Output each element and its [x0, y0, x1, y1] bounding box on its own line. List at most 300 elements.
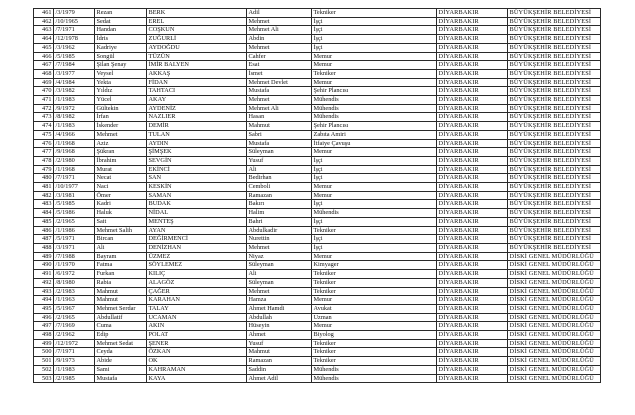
row-number-cell: 486	[34, 226, 54, 235]
first-name-cell: Mehmet Salih	[95, 226, 147, 235]
last-name-cell: KARAHAN	[147, 296, 247, 305]
institution-cell: BÜYÜKŞEHİR BELEDİYESİ	[508, 43, 601, 52]
first-name-cell: Kadriye	[95, 43, 147, 52]
birth-date-cell: /2/1985	[54, 374, 95, 383]
personnel-table	[33, 8, 601, 383]
first-name-cell: Mustafa	[95, 374, 147, 383]
job-title-cell: Kimyager	[312, 261, 437, 270]
city-cell: DİYARBAKIR	[437, 165, 508, 174]
job-title-cell: Memur	[312, 148, 437, 157]
city-cell: DİYARBAKIR	[437, 139, 508, 148]
last-name-cell: ÜZMEZ	[147, 252, 247, 261]
last-name-cell: ÇAĞER	[147, 287, 247, 296]
institution-cell: BÜYÜKŞEHİR BELEDİYESİ	[508, 200, 601, 209]
institution-cell: BÜYÜKŞEHİR BELEDİYESİ	[508, 52, 601, 61]
row-number-cell: 498	[34, 331, 54, 340]
birth-date-cell: /6/1972	[54, 270, 95, 279]
birth-date-cell: /7/1971	[54, 174, 95, 183]
table-row	[34, 156, 601, 165]
father-name-cell: Hasan	[247, 113, 312, 122]
job-title-cell: Mühendis	[312, 374, 437, 383]
institution-cell: BÜYÜKŞEHİR BELEDİYESİ	[508, 78, 601, 87]
last-name-cell: OK	[147, 357, 247, 366]
job-title-cell: Şehir Plancısı	[312, 122, 437, 131]
first-name-cell: Sait	[95, 217, 147, 226]
institution-cell: BÜYÜKŞEHİR BELEDİYESİ	[508, 87, 601, 96]
birth-date-cell: /1/1983	[54, 122, 95, 131]
job-title-cell: Tekniker	[312, 9, 437, 18]
first-name-cell: Edip	[95, 331, 147, 340]
first-name-cell: Abdullatif	[95, 313, 147, 322]
father-name-cell: Halim	[247, 209, 312, 218]
city-cell: DİYARBAKIR	[437, 183, 508, 192]
table-row	[34, 304, 601, 313]
birth-date-cell: /1/1983	[54, 96, 95, 105]
city-cell: DİYARBAKIR	[437, 200, 508, 209]
table-row	[34, 165, 601, 174]
job-title-cell: Biyolog	[312, 331, 437, 340]
first-name-cell: Songül	[95, 52, 147, 61]
row-number-cell: 495	[34, 304, 54, 313]
city-cell: DİYARBAKIR	[437, 174, 508, 183]
father-name-cell: Mehmet Ali	[247, 104, 312, 113]
table-row	[34, 191, 601, 200]
institution-cell: BÜYÜKŞEHİR BELEDİYESİ	[508, 156, 601, 165]
institution-cell: DİSKİ GENEL MÜDÜRLÜĞÜ	[508, 252, 601, 261]
institution-cell: BÜYÜKŞEHİR BELEDİYESİ	[508, 96, 601, 105]
table-row	[34, 278, 601, 287]
last-name-cell: NİDAL	[147, 209, 247, 218]
last-name-cell: EKİNCİ	[147, 165, 247, 174]
first-name-cell: Sami	[95, 365, 147, 374]
institution-cell: BÜYÜKŞEHİR BELEDİYESİ	[508, 130, 601, 139]
father-name-cell: Mehmet	[247, 17, 312, 26]
city-cell: DİYARBAKIR	[437, 191, 508, 200]
father-name-cell: Mustafa	[247, 87, 312, 96]
city-cell: DİYARBAKIR	[437, 61, 508, 70]
last-name-cell: AYDENİZ	[147, 104, 247, 113]
institution-cell: DİSKİ GENEL MÜDÜRLÜĞÜ	[508, 374, 601, 383]
job-title-cell: İşçi	[312, 26, 437, 35]
first-name-cell: Rabia	[95, 278, 147, 287]
institution-cell: BÜYÜKŞEHİR BELEDİYESİ	[508, 139, 601, 148]
institution-cell: BÜYÜKŞEHİR BELEDİYESİ	[508, 9, 601, 18]
row-number-cell: 479	[34, 165, 54, 174]
institution-cell: BÜYÜKŞEHİR BELEDİYESİ	[508, 17, 601, 26]
job-title-cell: İşçi	[312, 200, 437, 209]
birth-date-cell: /2/1965	[54, 217, 95, 226]
birth-date-cell: /10/1965	[54, 17, 95, 26]
father-name-cell: Abdullah	[247, 313, 312, 322]
first-name-cell: Aziz	[95, 139, 147, 148]
last-name-cell: DEĞİRMENCİ	[147, 235, 247, 244]
city-cell: DİYARBAKIR	[437, 35, 508, 44]
first-name-cell: Veysel	[95, 69, 147, 78]
first-name-cell: İskender	[95, 122, 147, 131]
birth-date-cell: /1/1968	[54, 165, 95, 174]
last-name-cell: KAHRAMAN	[147, 365, 247, 374]
birth-date-cell: /1/1968	[54, 139, 95, 148]
job-title-cell: Mühendis	[312, 209, 437, 218]
first-name-cell: Gültekin	[95, 104, 147, 113]
job-title-cell: Memur	[312, 191, 437, 200]
row-number-cell: 490	[34, 261, 54, 270]
father-name-cell: Nurettin	[247, 235, 312, 244]
job-title-cell: Memur	[312, 183, 437, 192]
city-cell: DİYARBAKIR	[437, 365, 508, 374]
table-body	[34, 9, 601, 383]
father-name-cell: Cemboli	[247, 183, 312, 192]
job-title-cell: Tekniker	[312, 348, 437, 357]
table-row	[34, 43, 601, 52]
table-row	[34, 183, 601, 192]
table-row	[34, 139, 601, 148]
row-number-cell: 462	[34, 17, 54, 26]
row-number-cell: 477	[34, 148, 54, 157]
father-name-cell: Mahmut	[247, 348, 312, 357]
birth-date-cell: /1/1983	[54, 365, 95, 374]
city-cell: DİYARBAKIR	[437, 217, 508, 226]
last-name-cell: COŞKUN	[147, 26, 247, 35]
father-name-cell: Abdulkadir	[247, 226, 312, 235]
job-title-cell: Tekniker	[312, 357, 437, 366]
institution-cell: BÜYÜKŞEHİR BELEDİYESİ	[508, 217, 601, 226]
table-row	[34, 339, 601, 348]
last-name-cell: SEVGİN	[147, 156, 247, 165]
table-row	[34, 35, 601, 44]
job-title-cell: Memur	[312, 252, 437, 261]
last-name-cell: KESKİN	[147, 183, 247, 192]
birth-date-cell: /3/1979	[54, 9, 95, 18]
job-title-cell: Tekniker	[312, 287, 437, 296]
birth-date-cell: /5/1967	[54, 304, 95, 313]
table-row	[34, 235, 601, 244]
birth-date-cell: /7/1984	[54, 61, 95, 70]
row-number-cell: 501	[34, 357, 54, 366]
first-name-cell: Handan	[95, 26, 147, 35]
last-name-cell: KILIÇ	[147, 270, 247, 279]
institution-cell: BÜYÜKŞEHİR BELEDİYESİ	[508, 191, 601, 200]
last-name-cell: KAYA	[147, 374, 247, 383]
father-name-cell: Süleyman	[247, 148, 312, 157]
city-cell: DİYARBAKIR	[437, 235, 508, 244]
job-title-cell: İşçi	[312, 217, 437, 226]
last-name-cell: AKIN	[147, 322, 247, 331]
row-number-cell: 496	[34, 313, 54, 322]
institution-cell: DİSKİ GENEL MÜDÜRLÜĞÜ	[508, 348, 601, 357]
last-name-cell: AYDIN	[147, 139, 247, 148]
job-title-cell: Mühendis	[312, 104, 437, 113]
last-name-cell: DEMİR	[147, 122, 247, 131]
last-name-cell: EREL	[147, 17, 247, 26]
father-name-cell: Süleyman	[247, 261, 312, 270]
job-title-cell: İtfaiye Çavuşu	[312, 139, 437, 148]
first-name-cell: Necat	[95, 174, 147, 183]
last-name-cell: AKAY	[147, 96, 247, 105]
first-name-cell: Abide	[95, 357, 147, 366]
last-name-cell: DENİZHAN	[147, 243, 247, 252]
institution-cell: DİSKİ GENEL MÜDÜRLÜĞÜ	[508, 313, 601, 322]
table-row	[34, 148, 601, 157]
table-row	[34, 348, 601, 357]
birth-date-cell: /3/1962	[54, 43, 95, 52]
last-name-cell: ALAGÖZ	[147, 278, 247, 287]
job-title-cell: Avukat	[312, 304, 437, 313]
birth-date-cell: /5/1985	[54, 52, 95, 61]
institution-cell: DİSKİ GENEL MÜDÜRLÜĞÜ	[508, 365, 601, 374]
father-name-cell: Abdin	[247, 35, 312, 44]
job-title-cell: İşçi	[312, 235, 437, 244]
row-number-cell: 471	[34, 96, 54, 105]
first-name-cell: Cuma	[95, 322, 147, 331]
father-name-cell: Cahfer	[247, 52, 312, 61]
row-number-cell: 481	[34, 183, 54, 192]
father-name-cell: Mehmet Devlet	[247, 78, 312, 87]
row-number-cell: 474	[34, 122, 54, 131]
institution-cell: DİSKİ GENEL MÜDÜRLÜĞÜ	[508, 270, 601, 279]
job-title-cell: Mühendis	[312, 96, 437, 105]
row-number-cell: 470	[34, 87, 54, 96]
city-cell: DİYARBAKIR	[437, 243, 508, 252]
table-row	[34, 69, 601, 78]
job-title-cell: Memur	[312, 78, 437, 87]
father-name-cell: Mehmet	[247, 96, 312, 105]
birth-date-cell: /2/1980	[54, 156, 95, 165]
institution-cell: DİSKİ GENEL MÜDÜRLÜĞÜ	[508, 287, 601, 296]
last-name-cell: UCAMAN	[147, 313, 247, 322]
row-number-cell: 475	[34, 130, 54, 139]
city-cell: DİYARBAKIR	[437, 96, 508, 105]
city-cell: DİYARBAKIR	[437, 226, 508, 235]
father-name-cell: Esat	[247, 61, 312, 70]
row-number-cell: 467	[34, 61, 54, 70]
row-number-cell: 493	[34, 287, 54, 296]
job-title-cell: İşçi	[312, 165, 437, 174]
birth-date-cell: /7/1988	[54, 252, 95, 261]
father-name-cell: Ramazan	[247, 191, 312, 200]
birth-date-cell: /2/1965	[54, 313, 95, 322]
table-row	[34, 374, 601, 383]
table-row	[34, 217, 601, 226]
father-name-cell: Ali	[247, 165, 312, 174]
row-number-cell: 503	[34, 374, 54, 383]
last-name-cell: FİDAN	[147, 78, 247, 87]
birth-date-cell: /4/1984	[54, 78, 95, 87]
first-name-cell: Mahmut	[95, 287, 147, 296]
first-name-cell: İdris	[95, 35, 147, 44]
birth-date-cell: /4/1966	[54, 130, 95, 139]
first-name-cell: Sedat	[95, 17, 147, 26]
job-title-cell: Tekniker	[312, 278, 437, 287]
table-row	[34, 357, 601, 366]
birth-date-cell: /1/1963	[54, 296, 95, 305]
job-title-cell: Uzman	[312, 313, 437, 322]
row-number-cell: 476	[34, 139, 54, 148]
father-name-cell: Mehmet Ali	[247, 26, 312, 35]
row-number-cell: 497	[34, 322, 54, 331]
row-number-cell: 482	[34, 191, 54, 200]
father-name-cell: Bakırı	[247, 200, 312, 209]
birth-date-cell: /7/1971	[54, 26, 95, 35]
city-cell: DİYARBAKIR	[437, 287, 508, 296]
row-number-cell: 488	[34, 243, 54, 252]
birth-date-cell: /1/1986	[54, 226, 95, 235]
row-number-cell: 500	[34, 348, 54, 357]
last-name-cell: TÜZÜN	[147, 52, 247, 61]
job-title-cell: Memur	[312, 52, 437, 61]
birth-date-cell: /3/1971	[54, 243, 95, 252]
first-name-cell: Fatma	[95, 261, 147, 270]
city-cell: DİYARBAKIR	[437, 156, 508, 165]
first-name-cell: Yıldız	[95, 87, 147, 96]
first-name-cell: Haluk	[95, 209, 147, 218]
institution-cell: BÜYÜKŞEHİR BELEDİYESİ	[508, 226, 601, 235]
job-title-cell: Memur	[312, 296, 437, 305]
institution-cell: DİSKİ GENEL MÜDÜRLÜĞÜ	[508, 331, 601, 340]
birth-date-cell: /12/1972	[54, 339, 95, 348]
job-title-cell: Mühendis	[312, 113, 437, 122]
city-cell: DİYARBAKIR	[437, 252, 508, 261]
birth-date-cell: /9/1973	[54, 357, 95, 366]
city-cell: DİYARBAKIR	[437, 270, 508, 279]
city-cell: DİYARBAKIR	[437, 348, 508, 357]
father-name-cell: Ahmet	[247, 331, 312, 340]
table-row	[34, 261, 601, 270]
institution-cell: BÜYÜKŞEHİR BELEDİYESİ	[508, 243, 601, 252]
table-row	[34, 331, 601, 340]
first-name-cell: İrfan	[95, 113, 147, 122]
city-cell: DİYARBAKIR	[437, 313, 508, 322]
last-name-cell: İMİR BALYEN	[147, 61, 247, 70]
birth-date-cell: /2/1962	[54, 331, 95, 340]
father-name-cell: Sabri	[247, 130, 312, 139]
table-row	[34, 9, 601, 18]
job-title-cell: İşçi	[312, 174, 437, 183]
first-name-cell: Murat	[95, 165, 147, 174]
father-name-cell: İsmet	[247, 69, 312, 78]
table-row	[34, 252, 601, 261]
city-cell: DİYARBAKIR	[437, 69, 508, 78]
father-name-cell: Yusuf	[247, 156, 312, 165]
table-row	[34, 113, 601, 122]
job-title-cell: Tekniker	[312, 270, 437, 279]
last-name-cell: ÖZKAN	[147, 348, 247, 357]
job-title-cell: İşçi	[312, 243, 437, 252]
city-cell: DİYARBAKIR	[437, 322, 508, 331]
job-title-cell: Tekniker	[312, 69, 437, 78]
last-name-cell: TALAY	[147, 304, 247, 313]
row-number-cell: 464	[34, 35, 54, 44]
father-name-cell: Hamza	[247, 296, 312, 305]
institution-cell: DİSKİ GENEL MÜDÜRLÜĞÜ	[508, 322, 601, 331]
table-row	[34, 130, 601, 139]
birth-date-cell: /12/1978	[54, 35, 95, 44]
city-cell: DİYARBAKIR	[437, 130, 508, 139]
last-name-cell: ZUĞURLİ	[147, 35, 247, 44]
first-name-cell: Mehmet Serdar	[95, 304, 147, 313]
table-row	[34, 52, 601, 61]
first-name-cell: Rezan	[95, 9, 147, 18]
city-cell: DİYARBAKIR	[437, 17, 508, 26]
first-name-cell: Kadri	[95, 200, 147, 209]
birth-date-cell: /7/1969	[54, 322, 95, 331]
row-number-cell: 483	[34, 200, 54, 209]
father-name-cell: Mehmet	[247, 43, 312, 52]
father-name-cell: Bahri	[247, 217, 312, 226]
table-row	[34, 322, 601, 331]
institution-cell: DİSKİ GENEL MÜDÜRLÜĞÜ	[508, 261, 601, 270]
row-number-cell: 487	[34, 235, 54, 244]
city-cell: DİYARBAKIR	[437, 9, 508, 18]
birth-date-cell: /5/1985	[54, 200, 95, 209]
city-cell: DİYARBAKIR	[437, 209, 508, 218]
institution-cell: BÜYÜKŞEHİR BELEDİYESİ	[508, 104, 601, 113]
first-name-cell: Şükran	[95, 148, 147, 157]
institution-cell: BÜYÜKŞEHİR BELEDİYESİ	[508, 183, 601, 192]
row-number-cell: 473	[34, 113, 54, 122]
job-title-cell: İşçi	[312, 17, 437, 26]
institution-cell: DİSKİ GENEL MÜDÜRLÜĞÜ	[508, 357, 601, 366]
last-name-cell: SAMAN	[147, 191, 247, 200]
table-row	[34, 243, 601, 252]
last-name-cell: AYAN	[147, 226, 247, 235]
institution-cell: BÜYÜKŞEHİR BELEDİYESİ	[508, 26, 601, 35]
institution-cell: BÜYÜKŞEHİR BELEDİYESİ	[508, 174, 601, 183]
row-number-cell: 463	[34, 26, 54, 35]
father-name-cell: Ali	[247, 270, 312, 279]
father-name-cell: Adil	[247, 9, 312, 18]
city-cell: DİYARBAKIR	[437, 331, 508, 340]
table-row	[34, 104, 601, 113]
city-cell: DİYARBAKIR	[437, 304, 508, 313]
last-name-cell: MENTEŞ	[147, 217, 247, 226]
city-cell: DİYARBAKIR	[437, 26, 508, 35]
institution-cell: BÜYÜKŞEHİR BELEDİYESİ	[508, 69, 601, 78]
father-name-cell: Saddin	[247, 365, 312, 374]
institution-cell: DİSKİ GENEL MÜDÜRLÜĞÜ	[508, 278, 601, 287]
father-name-cell: Mehmet	[247, 287, 312, 296]
birth-date-cell: /2/1983	[54, 287, 95, 296]
table-row	[34, 365, 601, 374]
last-name-cell: TULAN	[147, 130, 247, 139]
table-row	[34, 78, 601, 87]
row-number-cell: 465	[34, 43, 54, 52]
city-cell: DİYARBAKIR	[437, 52, 508, 61]
birth-date-cell: /9/1972	[54, 104, 95, 113]
table-row	[34, 17, 601, 26]
first-name-cell: Ömer	[95, 191, 147, 200]
table-row	[34, 296, 601, 305]
city-cell: DİYARBAKIR	[437, 261, 508, 270]
city-cell: DİYARBAKIR	[437, 339, 508, 348]
city-cell: DİYARBAKIR	[437, 43, 508, 52]
father-name-cell: Ramazan	[247, 357, 312, 366]
first-name-cell: Ceyda	[95, 348, 147, 357]
table-row	[34, 174, 601, 183]
last-name-cell: TAHTACI	[147, 87, 247, 96]
birth-date-cell: /5/1971	[54, 235, 95, 244]
father-name-cell: Süleyman	[247, 278, 312, 287]
institution-cell: BÜYÜKŞEHİR BELEDİYESİ	[508, 235, 601, 244]
city-cell: DİYARBAKIR	[437, 78, 508, 87]
job-title-cell: Mühendis	[312, 365, 437, 374]
table-row	[34, 226, 601, 235]
table-row	[34, 200, 601, 209]
first-name-cell: Furkan	[95, 270, 147, 279]
institution-cell: DİSKİ GENEL MÜDÜRLÜĞÜ	[508, 339, 601, 348]
last-name-cell: SÖYLEMEZ	[147, 261, 247, 270]
city-cell: DİYARBAKIR	[437, 148, 508, 157]
